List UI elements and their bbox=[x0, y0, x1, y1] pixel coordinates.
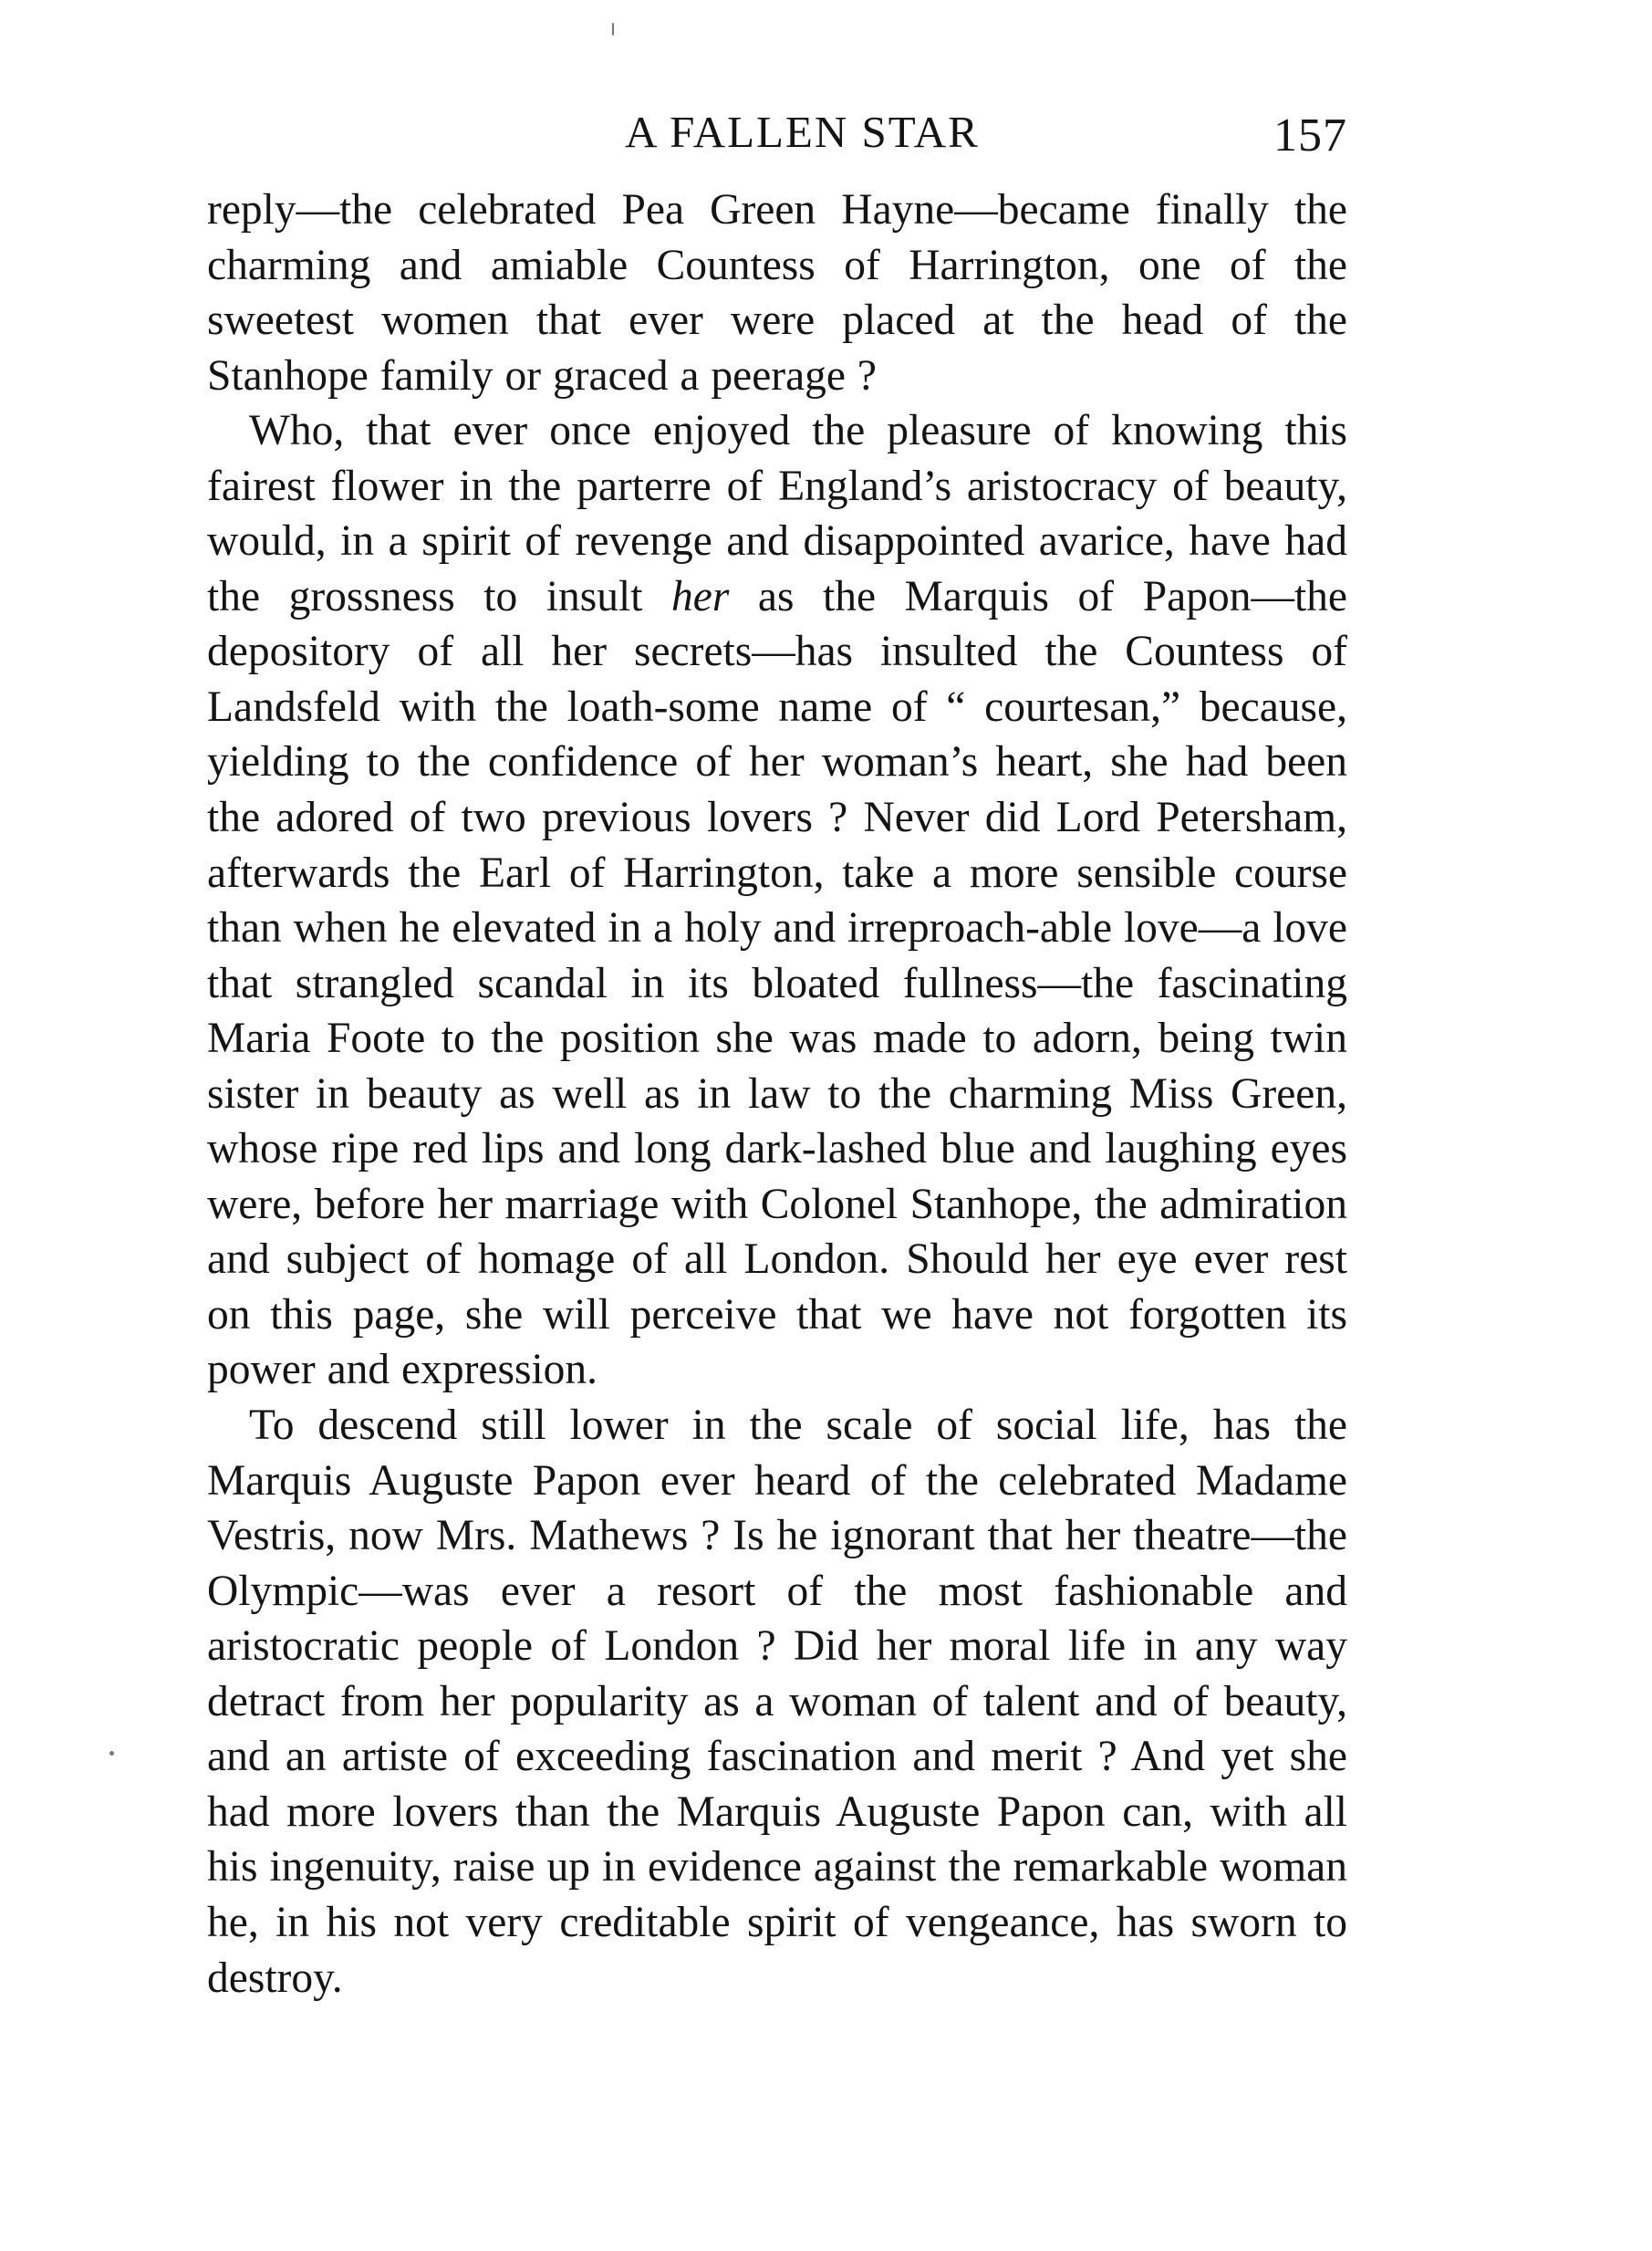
body-text bbox=[207, 182, 1347, 2006]
paragraph-2 bbox=[207, 403, 1347, 1398]
paragraph-2-after: as the Marquis of Papon—the depository of all her secrets—has insulted the Countess of Landsfeld with the loath-some name of “ courtesan,” because, yielding to the confidence of her woman’s heart, she had been the adored of two previous lovers ? Never did Lord Petersham, afterwards the Earl of Harrington, take a more sensible course than when he elevated in a holy and irreproach-able love—a love that strangled scandal in its bloated fullness—the fascinating Maria Foote to the position she was made to adorn, being twin sister in beauty as well as in law to the charming Miss Green, whose ripe red lips and long dark-lashed blue and laughing eyes were, before her marriage with Colonel Stanhope, the admiration and subject of homage of all London. Should her eye ever rest on this page, she will perceive that we have not forgotten its power and expression. bbox=[207, 572, 1347, 1394]
running-title: A FALLEN STAR bbox=[625, 107, 980, 157]
scan-speck bbox=[612, 23, 614, 36]
paragraph-1: reply—the celebrated Pea Green Hayne—became finally the charming and amiable Countess of Harrington, one of the sweetest women that ever were placed at the head of the Stanhope family or graced a peerage ? bbox=[207, 186, 1347, 400]
paragraph-2-before: Who, that ever once enjoyed the pleasure of knowing this fairest flower in the parterre of England’s aristocracy of beauty, would, in a spirit of revenge and disappointed avarice, have had the grossness to insult bbox=[207, 407, 1347, 620]
emphasis-her: her bbox=[670, 572, 730, 620]
scan-speck bbox=[109, 1751, 114, 1756]
running-head bbox=[207, 96, 1347, 169]
page-number: 157 bbox=[1273, 109, 1347, 162]
paragraph-3: To descend still lower in the scale of social life, has the Marquis Auguste Papon ever heard of the celebrated Madame Vestris, now Mrs. Mathews ? Is he ignorant that her theatre—the Olympic—was ever a resort of the most fashionable and aristocratic people of London ? Did her moral life in any way detract from her popularity as a woman of talent and of beauty, and an artiste of exceeding fascination and merit ? And yet she had more lovers than the Marquis Auguste Papon can, with all his ingenuity, raise up in evidence against the remarkable woman he, in his not very creditable spirit of vengeance, has sworn to destroy. bbox=[207, 1402, 1347, 2002]
